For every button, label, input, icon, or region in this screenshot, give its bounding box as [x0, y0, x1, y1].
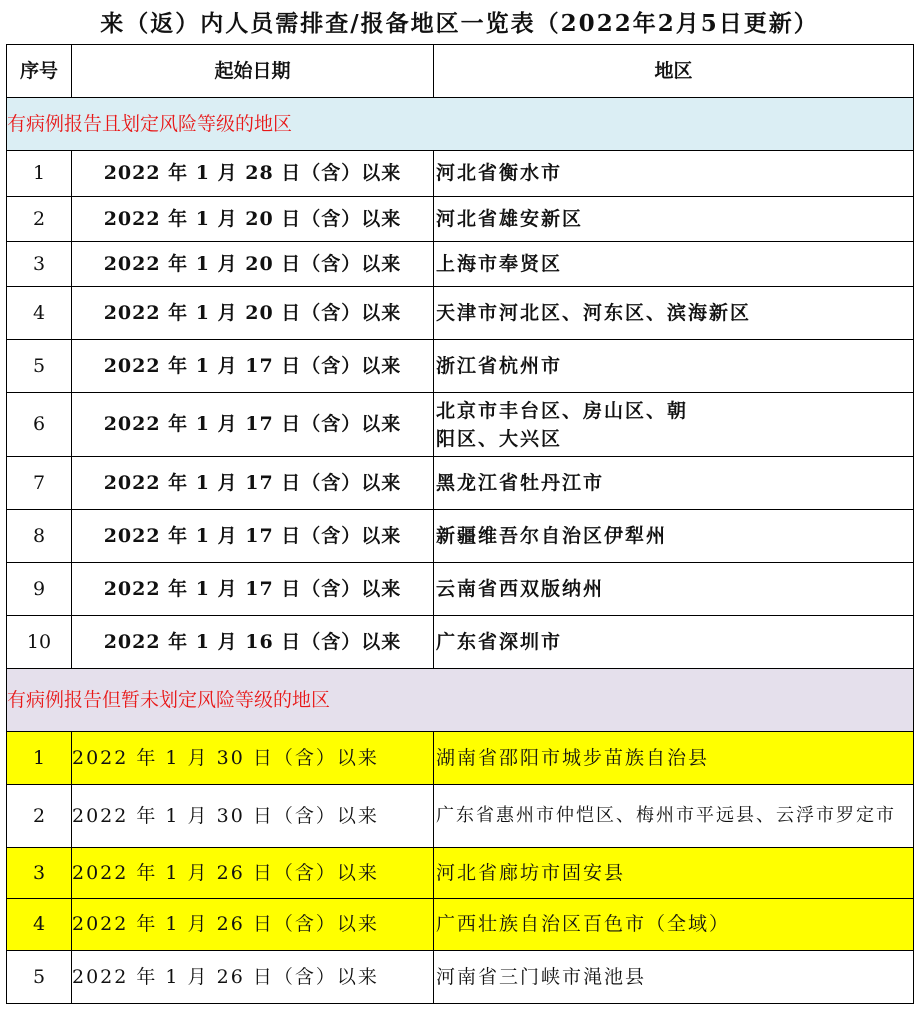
table-row	[7, 340, 914, 393]
row-date: 2022 年 1 月 17 日（含）以来	[72, 393, 434, 457]
header-area: 地区	[434, 45, 914, 98]
table-row	[7, 457, 914, 510]
row-area: 河北省廊坊市固安县	[434, 848, 914, 899]
row-date: 2022 年 1 月 17 日（含）以来	[72, 563, 434, 616]
row-date: 2022 年 1 月 17 日（含）以来	[72, 340, 434, 393]
row-no: 3	[7, 242, 72, 287]
row-area: 湖南省邵阳市城步苗族自治县	[434, 732, 914, 785]
table-row	[7, 242, 914, 287]
row-date: 2022 年 1 月 26 日（含）以来	[72, 899, 434, 951]
table-row	[7, 785, 914, 848]
page-title: 来（返）内人员需排查/报备地区一览表（2022年2月5日更新）	[100, 10, 819, 37]
row-date: 2022 年 1 月 26 日（含）以来	[72, 951, 434, 1004]
table-row	[7, 616, 914, 669]
row-no: 4	[7, 899, 72, 951]
row-date: 2022 年 1 月 28 日（含）以来	[72, 151, 434, 197]
row-area: 河北省衡水市	[434, 151, 914, 197]
row-area: 上海市奉贤区	[434, 242, 914, 287]
row-area: 北京市丰台区、房山区、朝阳区、大兴区	[434, 393, 914, 457]
table-row	[7, 899, 914, 951]
row-area: 黑龙江省牡丹江市	[434, 457, 914, 510]
table-row	[7, 848, 914, 899]
row-date: 2022 年 1 月 20 日（含）以来	[72, 242, 434, 287]
row-no: 2	[7, 785, 72, 848]
row-no: 3	[7, 848, 72, 899]
row-area: 广东省深圳市	[434, 616, 914, 669]
table-header-row	[7, 45, 914, 98]
table-row	[7, 563, 914, 616]
row-area: 广西壮族自治区百色市（全域）	[434, 899, 914, 951]
table-row	[7, 287, 914, 340]
row-date: 2022 年 1 月 16 日（含）以来	[72, 616, 434, 669]
row-date: 2022 年 1 月 30 日（含）以来	[72, 785, 434, 848]
table-row	[7, 732, 914, 785]
row-no: 8	[7, 510, 72, 563]
row-date: 2022 年 1 月 17 日（含）以来	[72, 510, 434, 563]
table-row	[7, 510, 914, 563]
row-no: 6	[7, 393, 72, 457]
row-area: 河南省三门峡市渑池县	[434, 951, 914, 1004]
section-label: 有病例报告但暂未划定风险等级的地区	[7, 669, 914, 732]
row-no: 4	[7, 287, 72, 340]
row-no: 9	[7, 563, 72, 616]
section-header-not-graded	[7, 669, 914, 732]
row-no: 7	[7, 457, 72, 510]
row-date: 2022 年 1 月 20 日（含）以来	[72, 287, 434, 340]
section-label: 有病例报告且划定风险等级的地区	[7, 98, 914, 151]
row-no: 5	[7, 951, 72, 1004]
row-no: 10	[7, 616, 72, 669]
region-table	[6, 44, 914, 1004]
row-area: 浙江省杭州市	[434, 340, 914, 393]
header-date: 起始日期	[72, 45, 434, 98]
header-no: 序号	[7, 45, 72, 98]
row-date: 2022 年 1 月 17 日（含）以来	[72, 457, 434, 510]
row-area: 新疆维吾尔自治区伊犁州	[434, 510, 914, 563]
table-row	[7, 151, 914, 197]
row-area: 云南省西双版纳州	[434, 563, 914, 616]
row-area: 河北省雄安新区	[434, 197, 914, 242]
row-no: 2	[7, 197, 72, 242]
row-date: 2022 年 1 月 26 日（含）以来	[72, 848, 434, 899]
row-date: 2022 年 1 月 30 日（含）以来	[72, 732, 434, 785]
section-header-risk-graded	[7, 98, 914, 151]
table-row	[7, 951, 914, 1004]
row-area: 广东省惠州市仲恺区、梅州市平远县、云浮市罗定市	[434, 785, 914, 848]
row-area: 天津市河北区、河东区、滨海新区	[434, 287, 914, 340]
row-no: 1	[7, 732, 72, 785]
row-no: 5	[7, 340, 72, 393]
table-row	[7, 197, 914, 242]
table-row	[7, 393, 914, 457]
row-date: 2022 年 1 月 20 日（含）以来	[72, 197, 434, 242]
row-no: 1	[7, 151, 72, 197]
